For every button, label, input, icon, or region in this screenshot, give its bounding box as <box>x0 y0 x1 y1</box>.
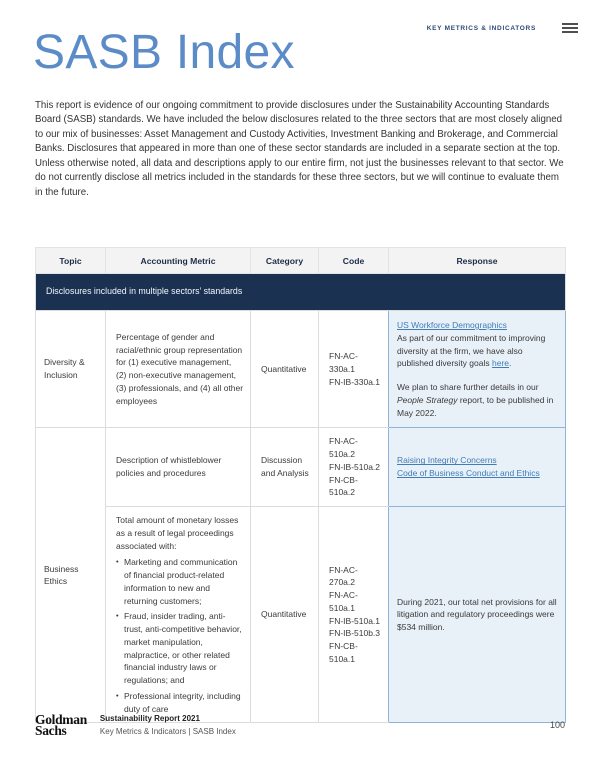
code-value: FN-IB-330a.1 <box>329 376 381 387</box>
column-header-accounting-metric: Accounting Metric <box>106 248 251 274</box>
code-value: FN-AC-270a.2 <box>329 564 358 588</box>
metric-bullet: • Professional integrity, including duty of care <box>116 690 244 716</box>
footer-text <box>100 714 236 736</box>
metric-cell: Percentage of gender and racial/ethnic group representation for (1) executive management, (2) non-executive management, (3) professionals, and (4) all other employees <box>106 311 251 428</box>
metric-bullet-list <box>116 556 244 715</box>
response-text: As part of our commitment to improving diversity at the firm, we have also published diversity goals <box>397 332 546 369</box>
us-workforce-demographics-link[interactable]: US Workforce Demographics <box>397 320 507 330</box>
logo-line: Goldman <box>35 712 87 727</box>
topic-cell: Diversity & Inclusion <box>36 311 106 428</box>
response-text: report, to be published in May 2022. <box>397 394 554 418</box>
response-cell <box>389 311 566 428</box>
category-cell: Quantitative <box>251 507 319 723</box>
category-cell: Quantitative <box>251 311 319 428</box>
diversity-goals-here-link[interactable]: here <box>491 358 509 369</box>
table-row <box>36 311 566 428</box>
response-cell: During 2021, our total net provisions for all litigation and regulatory proceedings were $534 million. <box>389 507 566 723</box>
response-text: We plan to share further details in our <box>397 382 539 392</box>
table-row <box>36 507 566 723</box>
response-paragraph <box>397 319 557 370</box>
topic-cell: Business Ethics <box>36 428 106 723</box>
code-value: FN-AC-510a.2 <box>329 436 358 459</box>
logo-line: Sachs <box>35 723 67 738</box>
code-cell <box>319 311 389 428</box>
table-row <box>36 428 566 507</box>
section-label: KEY METRICS & INDICATORS <box>426 24 536 32</box>
response-text: . <box>509 358 512 369</box>
people-strategy-italic: People Strategy <box>397 394 458 405</box>
raising-integrity-concerns-link[interactable]: Raising Integrity Concerns <box>397 455 497 466</box>
footer-report-title: Sustainability Report 2021 <box>99 714 200 723</box>
metric-cell <box>106 507 251 723</box>
code-cell <box>319 507 389 723</box>
code-value: FN-CB-510a.1 <box>329 641 358 664</box>
hamburger-menu-icon[interactable] <box>562 23 578 33</box>
category-cell: Discussion and Analysis <box>251 428 319 507</box>
column-header-category: Category <box>251 248 319 274</box>
metric-bullet: • Marketing and communication of financial product-related information to new and returning customers; <box>116 556 244 607</box>
breadcrumb: Key Metrics & Indicators | SASB Index <box>99 727 236 736</box>
intro-paragraph: This report is evidence of our ongoing commitment to provide disclosures under the Sustainability Accounting Standards Board (SASB) standards. We have included the below disclosures related to the three sectors that are most closely aligned to our mix of businesses: Asset Management and Custody Activities, Investment Banking and Brokerage, and Commercial Banks. Disclosures that appeared in more than one of these sector standards are included in a separate section at the top. Unless otherwise noted, all data and descriptions apply to our entire firm, not just the businesses relevant to that sector. We do not currently disclose all metrics included in the standards for these three sectors, but we will continue to evaluate them in the future. <box>35 100 564 198</box>
hamburger-bar <box>562 27 578 29</box>
hamburger-bar <box>562 31 578 33</box>
goldman-sachs-logo <box>35 714 87 736</box>
code-value: FN-IB-510a.2 <box>329 461 381 472</box>
response-cell <box>389 428 566 507</box>
response-paragraph <box>397 381 557 419</box>
code-value: FN-IB-510a.1 <box>329 615 381 626</box>
code-value: FN-CB-510a.2 <box>329 474 358 498</box>
page-title: SASB Index <box>33 26 295 79</box>
code-cell <box>319 428 389 507</box>
page-footer <box>35 714 565 736</box>
metric-intro: Total amount of monetary losses as a result of legal proceedings associated with: <box>116 515 239 551</box>
column-header-code: Code <box>319 248 389 274</box>
code-of-business-conduct-link[interactable]: Code of Business Conduct and Ethics <box>397 468 540 479</box>
code-value: FN-IB-510b.3 <box>329 628 381 639</box>
metric-bullet: • Fraud, insider trading, anti-trust, anti-competitive behavior, market manipulation, malpractice, or other related financial industry laws or regulations; and <box>116 610 244 687</box>
table-section-band <box>36 274 566 311</box>
section-band-label: Disclosures included in multiple sectors’ standards <box>36 274 566 311</box>
metric-cell: Description of whistleblower policies and procedures <box>106 428 251 507</box>
code-value: FN-AC-330a.1 <box>329 351 358 374</box>
code-value: FN-AC-510a.1 <box>329 590 358 613</box>
column-header-response: Response <box>389 248 566 274</box>
top-bar <box>427 23 578 33</box>
table-header-row <box>36 248 566 274</box>
column-header-topic: Topic <box>36 248 106 274</box>
hamburger-bar <box>562 23 578 25</box>
page-number: 100 <box>549 720 565 730</box>
